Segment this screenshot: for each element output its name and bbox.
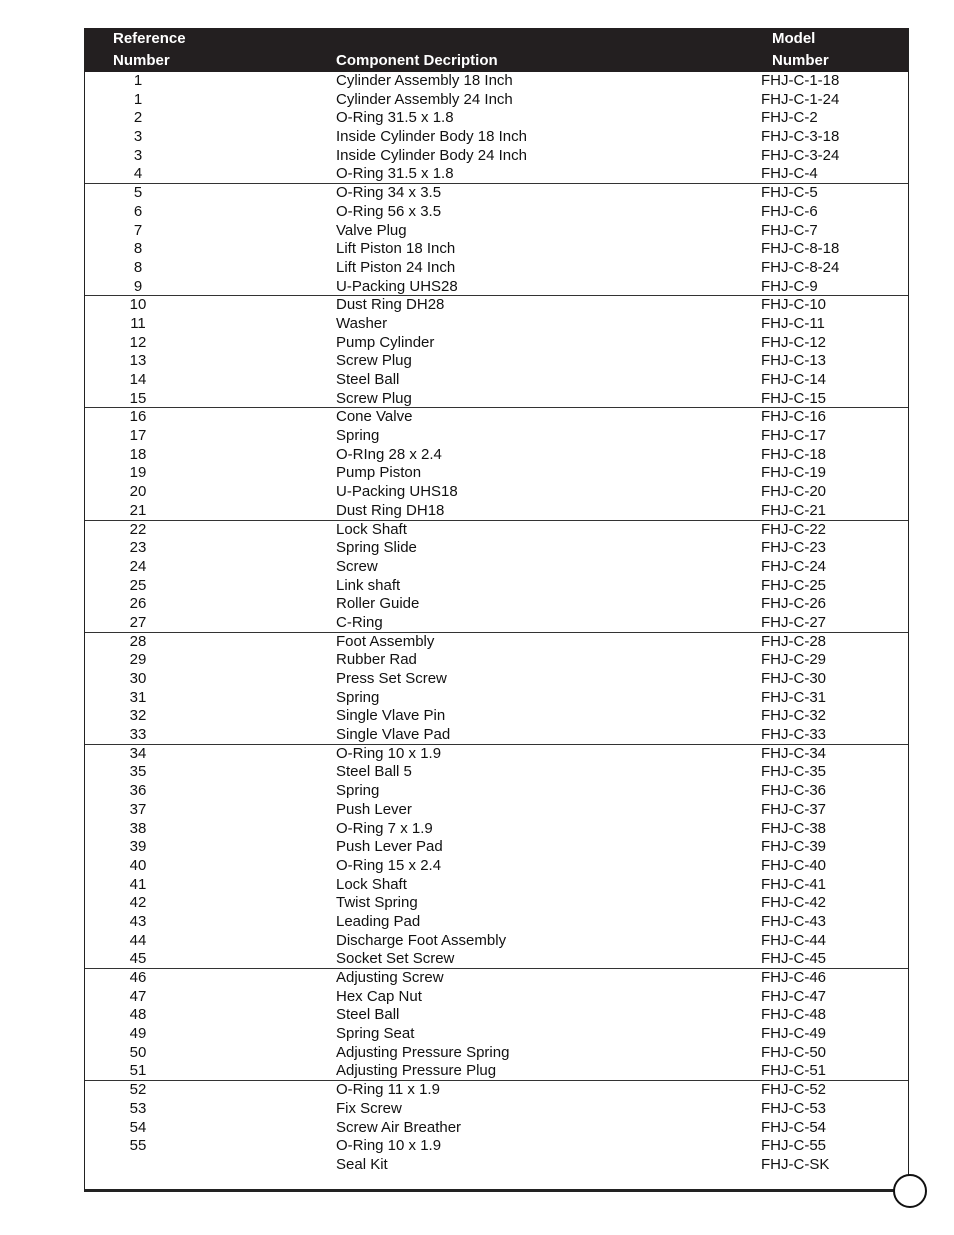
model-cell: FHJ-C-6 <box>761 202 818 220</box>
model-cell: FHJ-C-13 <box>761 352 827 370</box>
table-row <box>85 1006 908 1025</box>
description-cell: Single Vlave Pad <box>336 726 451 744</box>
model-cell: FHJ-C-52 <box>761 1081 827 1099</box>
description-cell: Lock Shaft <box>336 875 407 893</box>
ref-cell: 11 <box>130 314 146 332</box>
ref-cell: 9 <box>133 277 143 295</box>
ref-cell: 38 <box>129 819 147 837</box>
model-cell: FHJ-C-10 <box>761 296 827 314</box>
description-cell: Roller Guide <box>336 595 420 613</box>
ref-cell: 48 <box>129 1006 147 1024</box>
description-cell: O-Ring 56 x 3.5 <box>336 202 442 220</box>
description-cell: Rubber Rad <box>336 651 417 669</box>
model-cell: FHJ-C-50 <box>761 1043 827 1061</box>
description-cell: Link shaft <box>336 576 401 594</box>
ref-cell: 10 <box>129 296 147 314</box>
model-cell: FHJ-C-30 <box>761 670 827 687</box>
table-row <box>85 838 908 857</box>
ref-cell: 3 <box>133 128 143 146</box>
ref-cell: 8 <box>133 240 143 258</box>
description-cell: Push Lever <box>336 800 412 818</box>
table-row <box>85 259 908 278</box>
description-cell: Pump Cylinder <box>336 333 435 351</box>
ref-cell: 21 <box>129 501 147 519</box>
table-row <box>85 278 908 297</box>
model-cell: FHJ-C-20 <box>761 483 827 501</box>
description-cell: Inside Cylinder Body 24 Inch <box>336 146 527 164</box>
table-row <box>85 222 908 241</box>
description-cell: Lift Piston 18 Inch <box>336 240 456 258</box>
description-cell: Lock Shaft <box>336 520 407 538</box>
ref-cell: 40 <box>129 856 147 874</box>
model-cell: FHJ-C-1-24 <box>761 90 840 108</box>
description-cell: Spring <box>336 782 380 800</box>
model-cell: FHJ-C-17 <box>761 427 827 445</box>
model-cell: FHJ-C-SK <box>761 1155 830 1173</box>
description-cell: O-Ring 34 x 3.5 <box>336 184 442 202</box>
table-row <box>85 1137 908 1156</box>
model-cell: FHJ-C-8-24 <box>761 258 840 276</box>
table-row <box>85 203 908 222</box>
ref-cell: 1 <box>133 90 143 108</box>
table-row <box>85 296 908 315</box>
ref-cell: 30 <box>129 670 147 687</box>
table-row <box>85 72 908 91</box>
model-cell: FHJ-C-29 <box>761 651 827 669</box>
ref-cell: 23 <box>129 539 147 557</box>
table-body <box>85 72 908 1175</box>
ref-cell: 27 <box>129 613 147 631</box>
ref-cell: 26 <box>129 595 147 613</box>
model-cell: FHJ-C-37 <box>761 800 827 818</box>
model-cell: FHJ-C-7 <box>761 221 818 239</box>
table-row <box>85 1044 908 1063</box>
description-cell: Spring <box>336 688 380 706</box>
model-cell: FHJ-C-40 <box>761 856 827 874</box>
description-cell: U-Packing UHS28 <box>336 277 458 295</box>
ref-cell: 6 <box>133 202 143 220</box>
ref-cell: 32 <box>129 707 147 725</box>
ref-cell: 12 <box>129 333 147 351</box>
model-cell: FHJ-C-41 <box>761 875 827 893</box>
description-cell: Inside Cylinder Body 18 Inch <box>336 128 527 146</box>
description-cell: O-Ring 7 x 1.9 <box>336 819 433 837</box>
header-reference-line1: Reference <box>113 30 186 47</box>
description-cell: O-Ring 15 x 2.4 <box>336 856 442 874</box>
model-cell: FHJ-C-35 <box>761 763 827 781</box>
table-row <box>85 651 908 670</box>
ref-cell: 50 <box>129 1043 147 1061</box>
table-row <box>85 670 908 689</box>
table-row <box>85 390 908 409</box>
ref-cell: 44 <box>129 931 147 949</box>
table-row <box>85 165 908 184</box>
table-row <box>85 726 908 745</box>
description-cell: Single Vlave Pin <box>336 707 446 725</box>
table-row <box>85 1062 908 1081</box>
model-cell: FHJ-C-8-18 <box>761 240 840 258</box>
description-cell: Steel Ball <box>336 371 400 388</box>
table-row <box>85 950 908 969</box>
model-cell: FHJ-C-18 <box>761 445 827 463</box>
model-cell: FHJ-C-51 <box>761 1062 827 1080</box>
ref-cell: 34 <box>129 744 147 762</box>
model-cell: FHJ-C-19 <box>761 464 827 482</box>
model-cell: FHJ-C-28 <box>761 632 827 650</box>
table-row <box>85 539 908 558</box>
ref-cell: 19 <box>129 464 147 482</box>
model-cell: FHJ-C-39 <box>761 838 827 856</box>
description-cell: Screw <box>336 557 378 575</box>
table-row <box>85 633 908 652</box>
description-cell: Push Lever Pad <box>336 838 443 856</box>
table-row <box>85 745 908 764</box>
model-cell: FHJ-C-23 <box>761 539 827 557</box>
model-cell: FHJ-C-21 <box>761 501 827 519</box>
ref-cell: 29 <box>129 651 147 669</box>
header-reference-line2: Number <box>113 52 170 69</box>
table-row <box>85 1081 908 1100</box>
table-row <box>85 577 908 596</box>
table-row <box>85 913 908 932</box>
ref-cell: 2 <box>133 109 143 127</box>
ref-cell: 15 <box>129 389 147 407</box>
table-header <box>85 28 908 72</box>
table-row <box>85 371 908 390</box>
model-cell: FHJ-C-24 <box>761 557 827 575</box>
table-row <box>85 932 908 951</box>
ref-cell: 47 <box>129 987 147 1005</box>
ref-cell: 16 <box>129 408 147 426</box>
description-cell: Steel Ball <box>336 1006 400 1024</box>
model-cell: FHJ-C-25 <box>761 576 827 594</box>
ref-cell: 17 <box>129 427 147 445</box>
ref-cell: 28 <box>129 632 147 650</box>
description-cell: Cylinder Assembly 24 Inch <box>336 90 513 108</box>
description-cell: Discharge Foot Assembly <box>336 931 507 949</box>
table-row <box>85 483 908 502</box>
description-cell: U-Packing UHS18 <box>336 483 458 501</box>
description-cell: O-RIng 28 x 2.4 <box>336 445 442 463</box>
table-row <box>85 240 908 259</box>
ref-cell: 33 <box>129 726 147 744</box>
table-row <box>85 334 908 353</box>
description-cell: Dust Ring DH18 <box>336 501 445 519</box>
ref-cell: 31 <box>129 688 147 706</box>
table-row <box>85 464 908 483</box>
model-cell: FHJ-C-45 <box>761 950 827 968</box>
description-cell: Dust Ring DH28 <box>336 296 445 314</box>
model-cell: FHJ-C-31 <box>761 688 827 706</box>
table-row <box>85 446 908 465</box>
description-cell: Press Set Screw <box>336 670 447 687</box>
table-row <box>85 558 908 577</box>
page-number-circle <box>893 1174 927 1208</box>
description-cell: Lift Piston 24 Inch <box>336 258 456 276</box>
description-cell: Washer <box>336 314 388 332</box>
model-cell: FHJ-C-11 <box>761 314 825 332</box>
table-row <box>85 1119 908 1138</box>
table-row <box>85 128 908 147</box>
table-row <box>85 91 908 110</box>
ref-cell: 37 <box>129 800 147 818</box>
model-cell: FHJ-C-36 <box>761 782 827 800</box>
table-row <box>85 801 908 820</box>
description-cell: Hex Cap Nut <box>336 987 422 1005</box>
ref-cell: 55 <box>129 1137 147 1155</box>
table-row <box>85 969 908 988</box>
bottom-rule <box>84 1189 899 1192</box>
description-cell: Fix Screw <box>336 1099 402 1117</box>
model-cell: FHJ-C-3-18 <box>761 128 840 146</box>
description-cell: O-Ring 11 x 1.9 <box>336 1081 440 1099</box>
table-row <box>85 707 908 726</box>
ref-cell: 36 <box>129 782 147 800</box>
model-cell: FHJ-C-55 <box>761 1137 827 1155</box>
table-row <box>85 315 908 334</box>
description-cell: Leading Pad <box>336 912 421 930</box>
model-cell: FHJ-C-42 <box>761 894 827 912</box>
description-cell: Socket Set Screw <box>336 950 455 968</box>
ref-cell: 18 <box>129 445 147 463</box>
description-cell: Steel Ball 5 <box>336 763 412 781</box>
description-cell: O-Ring 10 x 1.9 <box>336 1137 442 1155</box>
header-model-line2: Number <box>772 52 829 69</box>
description-cell: Adjusting Pressure Plug <box>336 1062 497 1080</box>
description-cell: Spring Slide <box>336 539 417 557</box>
ref-cell: 25 <box>129 576 147 594</box>
table-row <box>85 521 908 540</box>
table-row <box>85 427 908 446</box>
table-row <box>85 184 908 203</box>
ref-cell: 49 <box>129 1025 147 1043</box>
model-cell: FHJ-C-5 <box>761 184 818 202</box>
description-cell: Seal Kit <box>336 1155 388 1173</box>
ref-cell: 35 <box>129 763 147 781</box>
table-row <box>85 988 908 1007</box>
model-cell: FHJ-C-22 <box>761 520 827 538</box>
model-cell: FHJ-C-34 <box>761 744 827 762</box>
ref-cell: 7 <box>133 221 143 239</box>
ref-cell: 13 <box>129 352 147 370</box>
table-row <box>85 876 908 895</box>
model-cell: FHJ-C-54 <box>761 1118 827 1136</box>
ref-cell: 20 <box>129 483 147 501</box>
description-cell: Screw Plug <box>336 389 412 407</box>
description-cell: O-Ring 31.5 x 1.8 <box>336 165 454 183</box>
ref-cell: 43 <box>129 912 147 930</box>
model-cell: FHJ-C-2 <box>761 109 818 127</box>
parts-table <box>84 28 909 1190</box>
ref-cell: 41 <box>129 875 147 893</box>
description-cell: Screw Air Breather <box>336 1118 462 1136</box>
description-cell: Cone Valve <box>336 408 413 426</box>
model-cell: FHJ-C-15 <box>761 389 827 407</box>
description-cell: O-Ring 10 x 1.9 <box>336 744 442 762</box>
model-cell: FHJ-C-32 <box>761 707 827 725</box>
ref-cell: 53 <box>129 1099 147 1117</box>
table-row <box>85 820 908 839</box>
ref-cell: 3 <box>133 146 143 164</box>
table-row <box>85 352 908 371</box>
model-cell: FHJ-C-3-24 <box>761 146 840 164</box>
model-cell: FHJ-C-1-18 <box>761 72 840 89</box>
table-row <box>85 763 908 782</box>
ref-cell: 14 <box>129 371 147 388</box>
ref-cell: 5 <box>133 184 143 202</box>
ref-cell: 4 <box>133 165 143 183</box>
model-cell: FHJ-C-53 <box>761 1099 827 1117</box>
model-cell: FHJ-C-33 <box>761 726 827 744</box>
model-cell: FHJ-C-47 <box>761 987 827 1005</box>
table-row <box>85 408 908 427</box>
header-model-line1: Model <box>772 30 816 47</box>
table-row <box>85 1156 908 1175</box>
ref-cell: 51 <box>129 1062 147 1080</box>
description-cell: Twist Spring <box>336 894 418 912</box>
model-cell: FHJ-C-46 <box>761 969 827 986</box>
model-cell: FHJ-C-49 <box>761 1025 827 1043</box>
ref-cell: 24 <box>129 557 147 575</box>
description-cell: Pump Piston <box>336 464 422 482</box>
description-cell: O-Ring 31.5 x 1.8 <box>336 109 454 127</box>
description-cell: Adjusting Screw <box>336 969 444 986</box>
description-cell: Foot Assembly <box>336 632 435 650</box>
ref-cell: 22 <box>129 520 147 538</box>
description-cell: Spring <box>336 427 380 445</box>
description-cell: Valve Plug <box>336 221 407 239</box>
ref-cell: 54 <box>129 1118 147 1136</box>
table-row <box>85 502 908 521</box>
model-cell: FHJ-C-38 <box>761 819 827 837</box>
model-cell: FHJ-C-9 <box>761 277 818 295</box>
table-row <box>85 782 908 801</box>
table-row <box>85 595 908 614</box>
table-row <box>85 109 908 128</box>
table-row <box>85 147 908 166</box>
ref-cell: 52 <box>129 1081 147 1099</box>
description-cell: Cylinder Assembly 18 Inch <box>336 72 513 89</box>
model-cell: FHJ-C-26 <box>761 595 827 613</box>
table-row <box>85 857 908 876</box>
table-row <box>85 1100 908 1119</box>
description-cell: Adjusting Pressure Spring <box>336 1043 510 1061</box>
model-cell: FHJ-C-43 <box>761 912 827 930</box>
ref-cell: 46 <box>129 969 147 986</box>
model-cell: FHJ-C-48 <box>761 1006 827 1024</box>
ref-cell: 45 <box>129 950 147 968</box>
model-cell: FHJ-C-4 <box>761 165 818 183</box>
model-cell: FHJ-C-12 <box>761 333 827 351</box>
table-row <box>85 1025 908 1044</box>
ref-cell: 39 <box>129 838 147 856</box>
table-row <box>85 894 908 913</box>
header-component-description: Component Decription <box>336 52 498 69</box>
ref-cell: 42 <box>129 894 147 912</box>
model-cell: FHJ-C-27 <box>761 613 827 631</box>
model-cell: FHJ-C-44 <box>761 931 827 949</box>
table-row <box>85 614 908 633</box>
table-row <box>85 689 908 708</box>
description-cell: C-Ring <box>336 613 383 631</box>
ref-cell: 1 <box>133 72 143 89</box>
model-cell: FHJ-C-16 <box>761 408 827 426</box>
description-cell: Screw Plug <box>336 352 412 370</box>
model-cell: FHJ-C-14 <box>761 371 827 388</box>
description-cell: Spring Seat <box>336 1025 415 1043</box>
ref-cell: 8 <box>133 258 143 276</box>
